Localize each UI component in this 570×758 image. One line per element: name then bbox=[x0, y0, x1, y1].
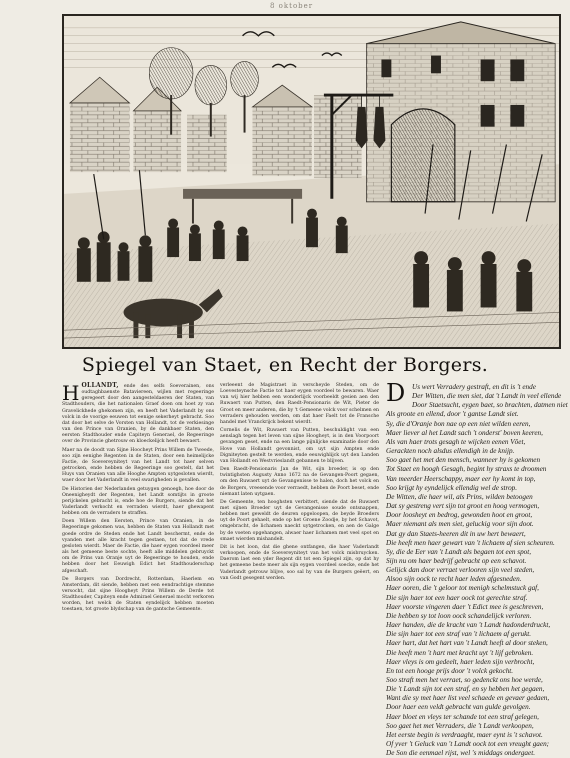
verse-line: Door haer een veldt gebracht van gulde gevolgen. bbox=[386, 703, 531, 712]
verse-line: Sy, die de Eer van 't Landt als begaen tot een spot, bbox=[386, 547, 532, 556]
verse-line: Die heeft men 't hart met kracht uyt 't lijf gebroken. bbox=[386, 648, 534, 657]
verse-line: Als groote en ellend, door 't gantse Landt siet. bbox=[386, 410, 519, 419]
prose-paragraph: verleeent de Magistraet in verscheyde Steden, om de Loevesteynsche Factie tot haer eygen voordeel te bewaren. Waer van wij hier hebben een wonderlijck voorbeeldt gesien aen den Ruwaert van Putten, den Raedt-Pensionaris de Wit, Pieter de Groot en meer anderen, die by 't Gemeene volck voor schelmen en verraders gehouden werden, om dat haer Faelt tot de Fransche handel met Vranckrijck bekent wierdt. bbox=[220, 383, 379, 425]
engraving-illustration bbox=[62, 14, 561, 349]
verse-line: Dat gy dan Staets-heeren dit in uw hert bewaert, bbox=[386, 529, 526, 538]
verse-line: Haer hart, dat het hart van 't Landt heeft al door steken, bbox=[386, 639, 548, 648]
verse-line: Gerackten noch alsdus ellendigh in de knijp. bbox=[386, 447, 515, 456]
verse-line: Het eerste begin is verdraaght, maer eynt is 't schavot. bbox=[386, 730, 543, 739]
city-gate bbox=[367, 22, 555, 202]
verse-line: De Son die eenmael rijst, wel 's middags ondergaet. bbox=[386, 749, 535, 758]
verse-line: Soo gaet het met Verraders, die 't Landt verkoopen, bbox=[386, 721, 534, 730]
verse-line: Haer handen, die de kracht van 't Landt hadonderdruckt, bbox=[386, 621, 551, 630]
prose-paragraph: De Gemeente, ten hooghsten verbittert, siende dat de Ruwaert met sijnen Broeder uyt de Gevangenisse soude ontsnappen, hebben met geweldt de deuren opgeloopen, de beyde Broeders uyt de Poort gehaelt, ende op het Groene Zoodje, by het Schavot, omgebracht, de lichamen naeckt uytgetrocken, en aen de Galge by de voeten opgehangen, alwaer haer lichamen met veel spot en smaet wierden mishandelt. bbox=[220, 499, 379, 542]
verse-line: Dat sy gestreng vert sijn tot groot en hoog vermogen, bbox=[386, 502, 540, 511]
verse-lines bbox=[386, 379, 568, 758]
verse-line: Haer voorste vingeren daer 't Edict mee is geschreven, bbox=[386, 602, 544, 611]
verse-line: Die sijn haer tot een straf van 't lichaem af gerukt. bbox=[386, 630, 532, 639]
verse-line: Als van haer trots gesagh te wijcken eenen Vôet, bbox=[386, 437, 526, 446]
prose-paragraph: Cornelis de Wit, Ruwaert van Putten, beschuldight van een aenslagh tegen het leven van sijne Hoogheyt, is in den Voorpoort gevangen geset, ende na een lange pijnlijcke examinatie door den Hove van Hollandt gevonnist, om uyt sijn Ampten ende Digniteyten gestelt te werden, ende eeuwighlijck uyt den Landen van Hollandt en Westvrieslandt gebannen te blijven. bbox=[220, 428, 379, 464]
verse-line: Maer liever al het Landt sach 't onderst' boven keeren, bbox=[386, 428, 543, 437]
verse-line: Soo krijgt hy eyndelijck ellendig wel de strop. bbox=[386, 483, 518, 492]
page-title: Spiegel van Staet, en Recht der Borgers. bbox=[81, 354, 489, 376]
engraving-scene bbox=[64, 16, 559, 347]
verse-line: Die 't Landt sijn tot een straf, en sy hebben het gegaen, bbox=[386, 685, 545, 694]
verse-line: Door Staetsucht, eygen baet, so brachten, datmen niet bbox=[412, 401, 568, 410]
verse-line: Soo gaet het met den mensch, wanneer hy is gekomen bbox=[386, 456, 541, 465]
prose-column-middle bbox=[220, 383, 379, 699]
verse-line: Die heeft men haer gewart van 't lichaem af sien scheuren. bbox=[386, 538, 555, 547]
prose-paragraph: Maer na de doodt van Sijne Hoocheyt Prins Willem de Tweede, soo zijn eenighe Regenten in de Staten, door een heimelijcke Factie, de Soevereyniteyt van het Landt tot haer selven getrocken, ende hebben de Regeeringe soo gestelt, dat het Huys van Oranien van alle Hooghe Ampten uytgesloten wierdt, waer door het Vaderlandt in veel swarigheden is gevallen. bbox=[62, 447, 214, 484]
verse-line: Van meerder Heerschappy, maer eer hy komt in top, bbox=[386, 474, 536, 483]
verse-line: Gelijck dan door verraet verlooren sijn veel steden, bbox=[386, 566, 535, 575]
verse-line: Want die sy met haer list veel schaede en gevaer gedaen, bbox=[386, 694, 550, 703]
verse-line: Soo straft men het verraet, so gedenckt ons hoe werde, bbox=[386, 676, 543, 684]
prose-paragraph: Den Raedt-Pensionaris Jan de Wit, sijn broeder, is op den twintighsten Augusty Anno 1672 na de Gevangen-Poort gegaen, om den Ruwaert uyt de Gevangenisse te halen, doch het volck en de Borgers, vreesende voor verraedt, hebben de Poort beset, ende niemant laten uytgaen. bbox=[220, 467, 379, 497]
verse-line: Haer vleys is om gedeelt, haer leden sijn verbrocht, bbox=[386, 657, 535, 666]
prose-paragraph: H OLLANDT, ende des selfs Soeverainen, ons oudtaghbaenste Bataviereen, wijlen met regeeringe geregeert door den aangesteldaeren der Staten, van Stadthouders, die het nationalen Graef doen om hoet zy van Gravelickhede ghekomen zijn, en heeft het Vaderlandt by ons volck in de voorige eeuwen tot eenige sekerheyt gebracht. Soo dat door het selve de Vorsten van Hollandt, tot de verkiesinge van den Prince van Oranien, by de dankbaer Staten, den eersten Stadthouder ende Capiteyn Generael, de Regeeringe over de Provincie ghetrouw en kloeckelijck heeft bewaert. bbox=[62, 381, 214, 445]
verse-line: Haer bloet en vleys ter schande tot een straf gelegen, bbox=[386, 712, 539, 721]
verse-line: Maer niemant als men siet, geluckig voor sijn doot. bbox=[386, 520, 534, 529]
verse-line: Of yver 't Geluck van 't Landt oock tot een vreught gaen; bbox=[386, 740, 550, 749]
verse-line: Us wert Verradery gestraft, en dit is 't ende bbox=[412, 383, 536, 391]
verse-line: Die sijn haer tot een haer oock tot gerechte straf. bbox=[386, 593, 528, 602]
corner-note: 8 oktober bbox=[270, 2, 314, 10]
verse-dropcap: D bbox=[386, 379, 406, 407]
verse-line: Die hebben sy tot loon oock schandelijck verloren. bbox=[386, 611, 532, 620]
verse-line: De Witten, die haer wil, als Prins, wilden betoogen bbox=[386, 492, 533, 501]
prose-paragraph: Doen Willem den Eersten, Prince van Oranien, in de Regeeringe gekomen was, hebben de Staten van Hollandt met goede ordre de Steden ende het Landt beschermt, ende de vyanden met alle kracht tegen gestaen, tot dat de vrede gesloten wierdt. Maer de Factie, die haer eygen voordeel meer als het gemeene beste sochte, heeft alle middelen gebruyckt om de Prins van Oranje uyt de Regeeringe te houden, ende hebben door het Eeuwigh Edict het Stadthouderschap afgeschaft. bbox=[62, 519, 214, 574]
verse-line: Alsoo sijn oock te recht haer leden afgesneden. bbox=[386, 575, 522, 584]
verse-line: Sijn nu om haer bedrijf gebracht op een schavot. bbox=[386, 556, 527, 565]
prose-column-left bbox=[62, 383, 214, 699]
verse-line: En tot een hooge prijs door 't volck gekocht. bbox=[386, 666, 514, 675]
verse-line: Haer ooren, die 't geloor tot menigh schelmstuck gaf, bbox=[386, 584, 539, 593]
verse-line: Der Witten, die men siet, dat 't Landt in veel ellende bbox=[412, 392, 562, 401]
dropcap: H bbox=[62, 381, 80, 405]
lead-word: OLLANDT, bbox=[81, 382, 119, 389]
prose-paragraph: Dit is het loon, dat die ghene ontfangen, die haer Vaderlandt verkoopen, ende de Soevereyniteyt van het volck misbruycken. Daerom laet een yder Regent dit tot een Spiegel zijn, op dat hy het gemeene beste meer als sijn eygen voordeel soecke, ende het Vaderlandt getrouw blijve, soo sal hy van de Burgers geëert, en van Godt gesegent werden. bbox=[220, 544, 379, 581]
verse-column bbox=[386, 379, 568, 758]
verse-line: Sy, die d'Oranje bon nae op een niet wilden eeren, bbox=[386, 419, 531, 428]
verse-line: Tot Staet en hoogh Gesagh, begint hy straxs te droomen bbox=[386, 465, 547, 474]
prose-paragraph: De Historien der Nederlanden getuygen genoegh, hoe door de Oneenigheydt der Regenten, het Landt somtijts in groote perijckelen gebracht is, ende hoe de Burgers, siende dat het Vaderlandt verkocht en verraden wierdt, haer ghewapent hebben om de verraders te straffen. bbox=[62, 486, 214, 517]
prose-paragraph: De Borgers van Dordrecht, Rotterdam, Haerlem en Amsterdam, dit siende, hebben met een eendrachtige stemme versocht, dat sijne Hoogheyt Prins Willem de Derde tot Stadthouder, Capiteyn ende Admirael Generael mocht verkoren worden, het welck de Staten eyndelijck hebben moeten toestaen, tot groote blydschap van de gantsche Gemeente. bbox=[62, 576, 214, 613]
verse-line: Door loosheyt en bedrog, gewonden hoot en groot, bbox=[386, 511, 533, 520]
